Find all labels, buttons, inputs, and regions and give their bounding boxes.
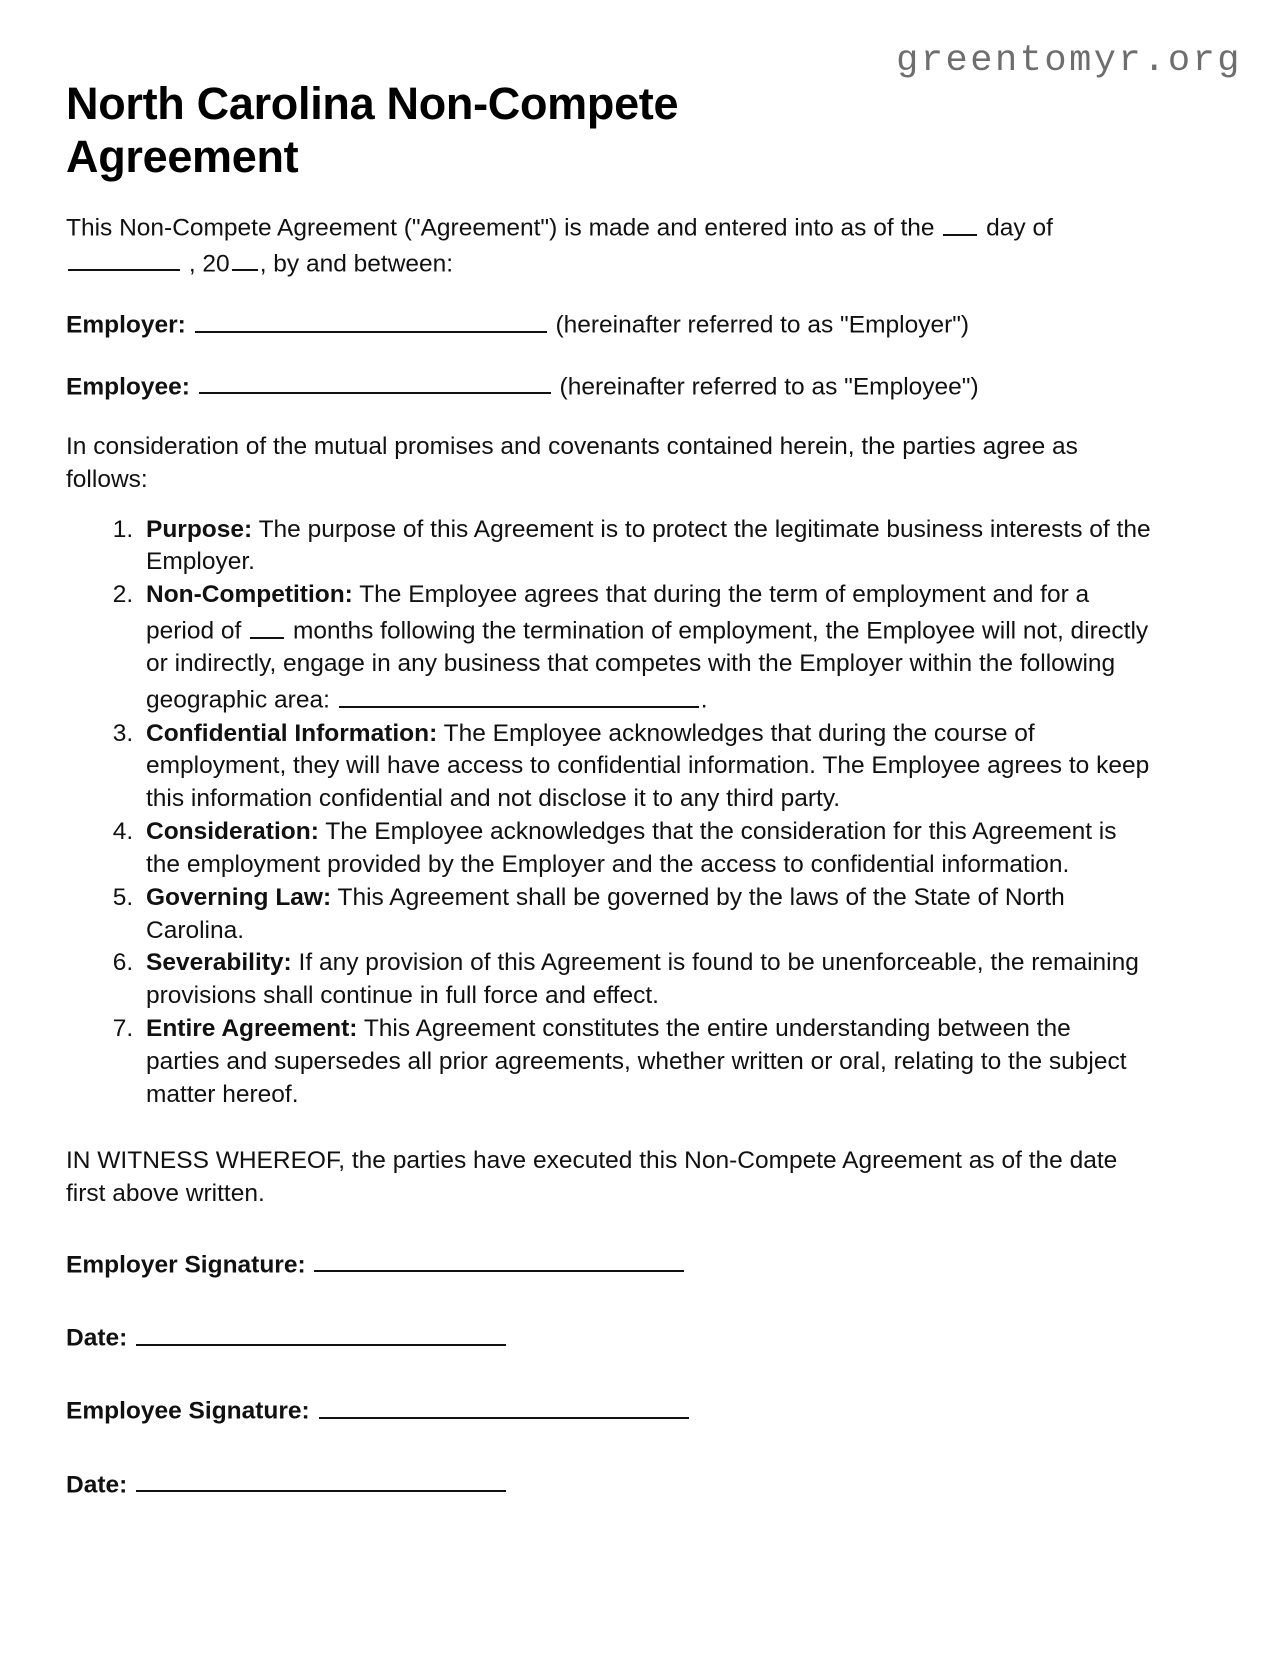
- employee-name-blank[interactable]: [199, 368, 551, 395]
- employer-date-label: Date:: [66, 1324, 128, 1352]
- term-label-entire-agreement: Entire Agreement:: [146, 1015, 358, 1043]
- term-item-purpose: [140, 514, 1151, 580]
- intro-text-part1: This Non-Compete Agreement ("Agreement") is made and entered into as of the: [66, 214, 935, 242]
- term-label-confidential-information: Confidential Information:: [146, 719, 438, 747]
- employee-line: [66, 368, 1151, 404]
- intro-text-part3: , 20: [188, 250, 230, 278]
- term-label-severability: Severability:: [146, 949, 292, 977]
- consideration-paragraph: In consideration of the mutual promises and covenants contained herein, the parties agree as follows:: [66, 432, 1078, 493]
- term-item-severability: [140, 947, 1151, 1013]
- term-body-purpose: The purpose of this Agreement is to protect the legitimate business interests of the Employer.: [146, 515, 1151, 576]
- term-body-non-competition-b: months following the termination of employment, the Employee will not, directly or indirectly, engage in any business that competes with the Employer within the following geographic area:: [146, 617, 1149, 714]
- intro-paragraph: [66, 209, 1151, 280]
- employer-signature-blank[interactable]: [314, 1246, 684, 1273]
- non-competition-geography-blank[interactable]: [339, 681, 699, 708]
- employee-suffix: (hereinafter referred to as "Employee"): [559, 373, 979, 401]
- employee-signature-label: Employee Signature:: [66, 1397, 310, 1425]
- witness-paragraph: IN WITNESS WHEREOF, the parties have executed this Non-Compete Agreement as of the date first above written.: [66, 1146, 1118, 1207]
- term-body-severability: If any provision of this Agreement is found to be unenforceable, the remaining provisions shall continue in full force and effect.: [146, 949, 1139, 1010]
- non-competition-months-blank[interactable]: [250, 612, 284, 639]
- term-label-consideration: Consideration:: [146, 818, 319, 846]
- employer-signature-label: Employer Signature:: [66, 1251, 306, 1279]
- employer-date-row: [66, 1319, 1151, 1354]
- term-item-non-competition: [140, 579, 1151, 717]
- employer-suffix: (hereinafter referred to as "Employer"): [555, 311, 970, 339]
- employer-name-blank[interactable]: [195, 306, 547, 333]
- term-item-governing-law: [140, 882, 1151, 948]
- page-title: North Carolina Non-Compete Agreement: [66, 78, 679, 182]
- employee-label: Employee:: [66, 373, 190, 401]
- employee-signature-row: [66, 1392, 1151, 1427]
- site-watermark: greentomyr.org: [896, 40, 1242, 82]
- employee-date-label: Date:: [66, 1471, 128, 1499]
- signature-block: [66, 1246, 1151, 1501]
- employee-date-blank[interactable]: [136, 1466, 506, 1493]
- term-body-governing-law: This Agreement shall be governed by the laws of the State of North Carolina.: [146, 883, 1065, 944]
- term-label-non-competition: Non-Competition:: [146, 581, 353, 609]
- term-body-confidential-information: The Employee acknowledges that during the course of employment, they will have access to confidential information. The Employee agrees to keep this information confidential and not disclose it to any third party.: [146, 719, 1150, 813]
- term-item-entire-agreement: [140, 1013, 1151, 1111]
- employer-line: [66, 306, 1151, 342]
- term-body-consideration: The Employee acknowledges that the consideration for this Agreement is the employment provided by the Employer and the access to confidential information.: [146, 818, 1117, 878]
- employee-signature-blank[interactable]: [319, 1392, 689, 1419]
- employer-label: Employer:: [66, 311, 186, 339]
- term-item-confidential-information: [140, 718, 1151, 816]
- intro-day-blank[interactable]: [943, 209, 977, 236]
- terms-list: [66, 514, 1151, 1112]
- intro-text-part4: , by and between:: [259, 250, 454, 278]
- term-label-governing-law: Governing Law:: [146, 883, 332, 911]
- employer-signature-row: [66, 1246, 1151, 1281]
- term-body-entire-agreement: This Agreement constitutes the entire understanding between the parties and supersedes all prior agreements, whether written or oral, relating to the subject matter hereof.: [146, 1015, 1127, 1108]
- term-label-purpose: Purpose:: [146, 515, 253, 543]
- intro-month-blank[interactable]: [68, 245, 180, 272]
- term-body-non-competition-a: The Employee agrees that during the term of employment and for a period of: [146, 581, 1090, 645]
- employer-date-blank[interactable]: [136, 1319, 506, 1346]
- document-content: [66, 78, 1151, 1539]
- intro-year-blank[interactable]: [232, 245, 258, 272]
- intro-text-part2: day of: [986, 214, 1053, 242]
- term-item-consideration: [140, 816, 1151, 882]
- term-body-non-competition-c: .: [700, 686, 708, 714]
- employee-date-row: [66, 1466, 1151, 1501]
